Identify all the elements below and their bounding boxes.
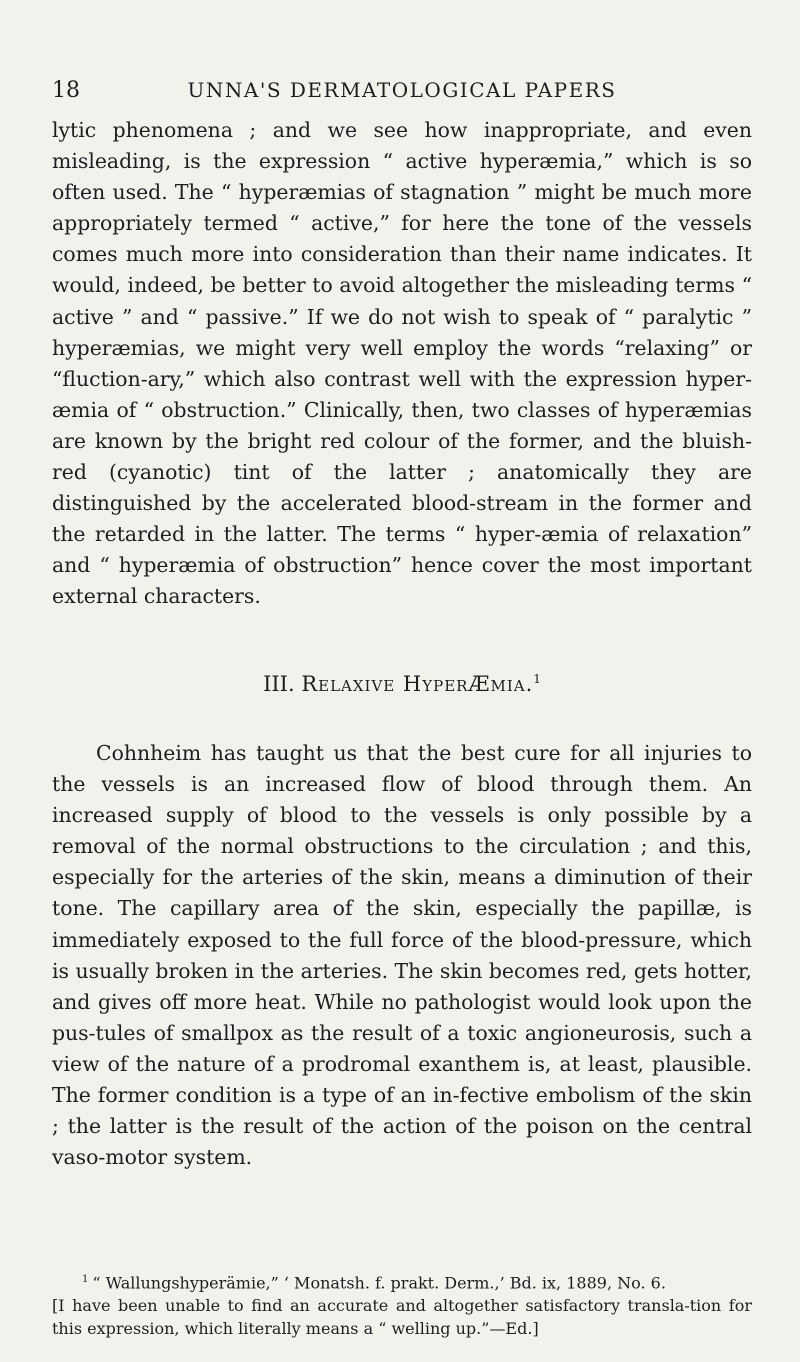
section-numeral: III. [263,672,295,696]
section-title: Relaxive HyperÆmia. [301,672,534,696]
running-title: UNNA'S DERMATOLOGICAL PAPERS [187,78,617,102]
footnote-reference: 1 [533,672,541,686]
footnote-1-text: “ Wallungshyperämie,” ‘ Monatsh. f. prakt. Derm.,’ Bd. ix, 1889, No. 6. [92,1273,666,1293]
footnote-marker: 1 [82,1274,89,1285]
editor-note: [I have been unable to find an accurate and altogether satisfactory transla-tion for this expression, which literally means a “ welling up.”—Ed.] [52,1296,752,1339]
body-paragraph-2 [52,738,752,1173]
footnotes [52,1268,752,1340]
paragraph-text: lytic phenomena ; and we see how inappropriate, and even misleading, is the expression “ active hyperæmia,” which is so often used. The “ hyperæmias of stagnation ” might be much more appropriately termed “ active,” for here the tone of the vessels comes much more into consideration than their name indicates. It would, indeed, be better to avoid altogether the misleading terms “ active ” and “ passive.” If we do not wish to speak of “ paralytic ” hyperæmias, we might very well employ the words “relaxing” or “fluction-ary,” which also contrast well with the expression hyper-æmia of “ obstruction.” Clinically, then, two classes of hyperæmias are known by the bright red colour of the former, and the bluish-red (cyanotic) tint of the latter ; anatomically they are distinguished by the accelerated blood-stream in the former and the retarded in the latter. The terms “ hyper-æmia of relaxation” and “ hyperæmia of obstruction” hence cover the most important external characters. [52,118,752,609]
page-number: 18 [52,78,80,103]
paragraph-text: Cohnheim has taught us that the best cure for all injuries to the vessels is an increased flow of blood through them. An increased supply of blood to the vessels is only possible by a removal of the normal obstructions to the circulation ; and this, especially for the arteries of the skin, means a diminution of their tone. The capillary area of the skin, especially the papillæ, is immediately exposed to the full force of the blood-pressure, which is usually broken in the arteries. The skin becomes red, gets hotter, and gives off more heat. While no pathologist would look upon the pus-tules of smallpox as the result of a toxic angioneurosis, such a view of the nature of a prodromal exanthem is, at least, plausible. The former condition is a type of an in-fective embolism of the skin ; the latter is the result of the action of the poison on the central vaso-motor system. [52,741,752,1170]
footnote-1 [52,1268,752,1294]
section-heading [52,672,752,696]
page-header [52,78,752,108]
body-paragraph-1 [52,115,752,613]
